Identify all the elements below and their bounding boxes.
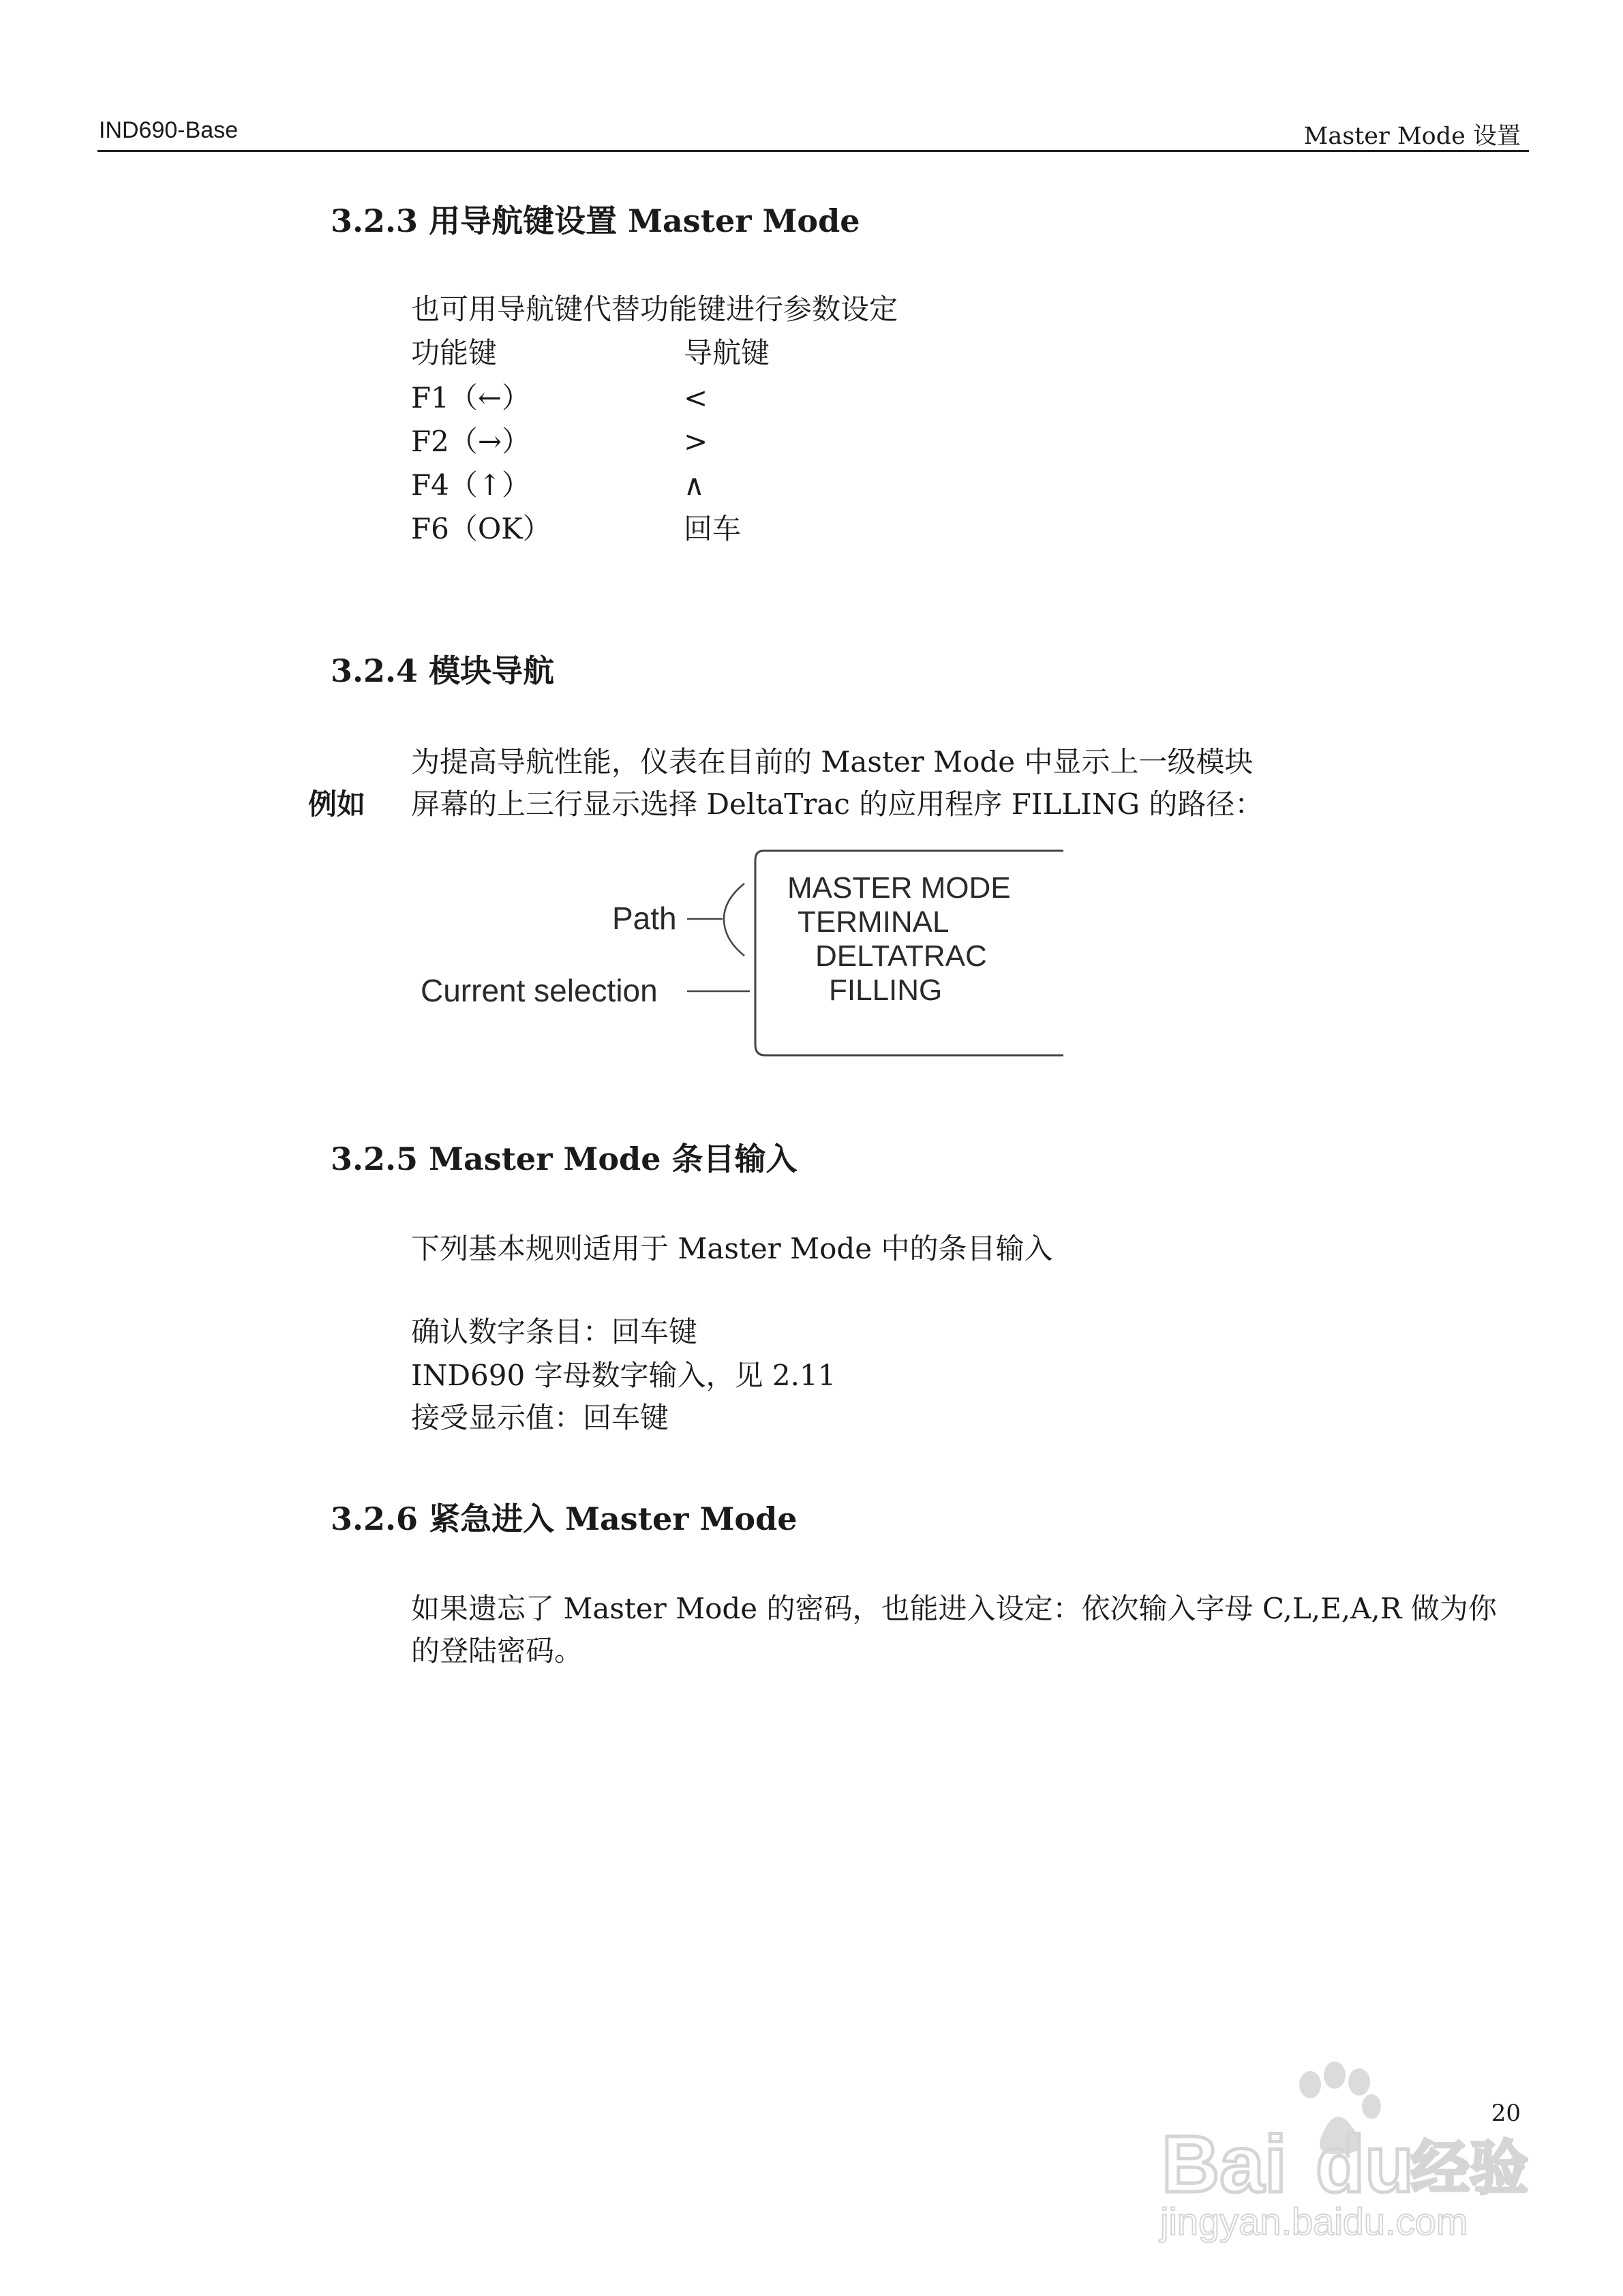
section-heading-3-2-4: 3.2.4 模块导航: [331, 652, 555, 689]
header-doc-title: IND690-Base: [99, 117, 239, 143]
key-map-func: F4（↑）: [411, 468, 531, 502]
key-map-nav: 回车: [684, 512, 742, 545]
key-map-nav: >: [684, 425, 708, 458]
svg-text:Bai: Bai: [1162, 2119, 1287, 2209]
screen-line: DELTATRAC: [815, 939, 987, 973]
rule-item: 接受显示值：回车键: [411, 1401, 669, 1434]
page-number: 20: [1491, 2100, 1521, 2127]
header-section-title: Master Mode 设置: [1303, 123, 1521, 150]
section-heading-3-2-6: 3.2.6 紧急进入 Master Mode: [331, 1500, 798, 1537]
rule-item: IND690 字母数字输入，见 2.11: [411, 1359, 836, 1392]
svg-text:jingyan.baidu.com: jingyan.baidu.com: [1160, 2200, 1468, 2243]
rule-item: 确认数字条目：回车键: [411, 1315, 698, 1348]
column-header-function-key: 功能键: [411, 336, 498, 369]
section-3-2-4-line1: 为提高导航性能，仪表在目前的 Master Mode 中显示上一级模块: [411, 745, 1254, 779]
section-3-2-6-line1: 如果遗忘了 Master Mode 的密码，也能进入设定：依次输入字母 C,L,E,A,R 做为你: [411, 1592, 1497, 1625]
key-map-nav: ∧: [684, 468, 705, 502]
header-divider: [97, 150, 1529, 152]
column-header-nav-key: 导航键: [684, 336, 770, 369]
section-heading-3-2-3: 3.2.3 用导航键设置 Master Mode: [331, 202, 860, 239]
example-label: 例如: [308, 787, 366, 821]
section-heading-3-2-5: 3.2.5 Master Mode 条目输入: [331, 1141, 798, 1177]
section-3-2-4-line2: 屏幕的上三行显示选择 DeltaTrac 的应用程序 FILLING 的路径：: [411, 787, 1264, 821]
path-label: Path: [612, 901, 677, 936]
section-3-2-3-intro: 也可用导航键代替功能键进行参数设定: [411, 292, 898, 326]
screen-line: MASTER MODE: [787, 871, 1011, 905]
screen-line: FILLING: [829, 973, 943, 1007]
key-map-func: F6（OK）: [411, 512, 551, 545]
svg-text:经验: 经验: [1411, 2134, 1528, 2203]
screen-line: TERMINAL: [798, 905, 950, 939]
svg-text:du: du: [1316, 2119, 1414, 2209]
key-map-func: F2（→）: [411, 425, 531, 458]
section-3-2-5-intro: 下列基本规则适用于 Master Mode 中的条目输入: [411, 1232, 1053, 1265]
key-map-nav: <: [684, 381, 708, 414]
key-map-func: F1（←）: [411, 381, 531, 414]
baidu-watermark-logo: [1152, 2052, 1534, 2243]
current-selection-label: Current selection: [421, 973, 658, 1008]
section-3-2-6-line2: 的登陆密码。: [411, 1634, 583, 1667]
path-brace: [724, 883, 744, 956]
